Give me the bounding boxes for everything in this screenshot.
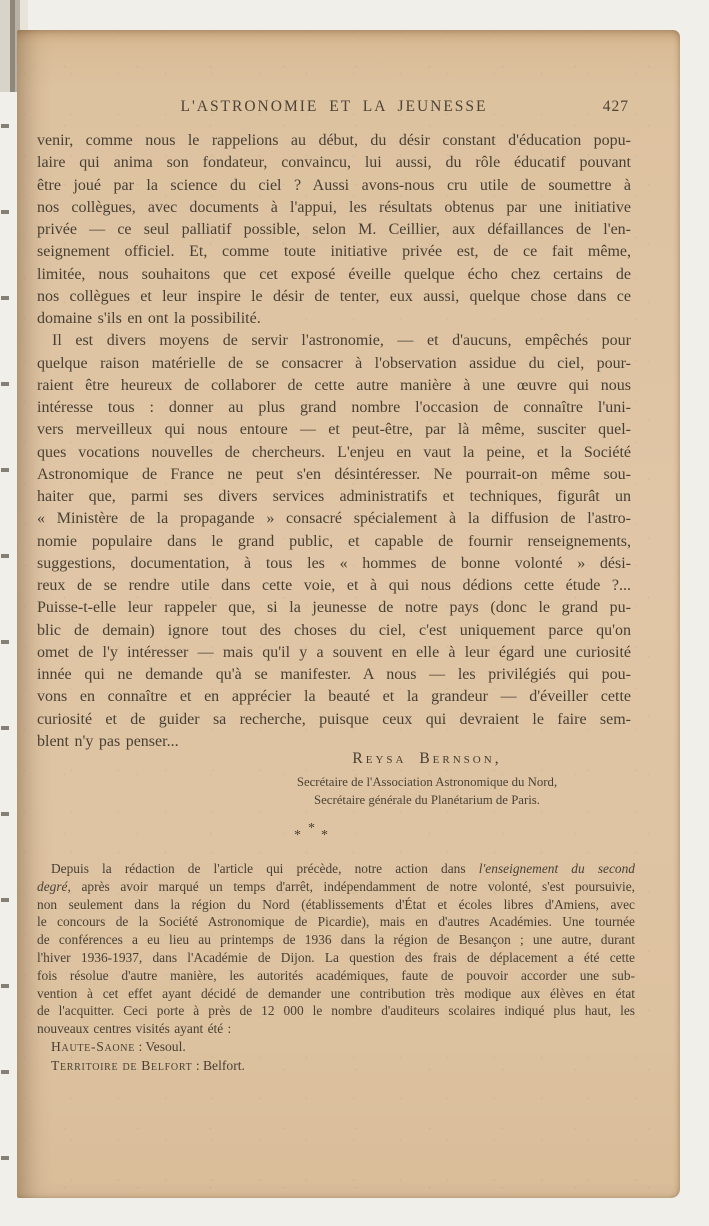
text-line: vons en connaître et en apprécier la beauté et la grandeur — d'éveiller cette [37,688,631,706]
text-line: être joué par la science du ciel ? Aussi avons-nous cru utile de soumettre à [37,176,631,194]
text-line: vention à cet effet ayant décidé de demander une contribution très modique aux élèves en état [37,985,635,1001]
text-line [37,878,635,896]
text-line: l'hiver 1936-1937, dans l'Académie de Dijon. La question des frais de déplacement a été cette [37,949,635,965]
signature-block [167,750,687,809]
text-line: non seulement dans la région du Nord (établissements d'État et écoles libres d'Amiens, avec [37,896,635,912]
text-line: suggestions, documentation, à tous les « hommes de bonne volonté » dési- [37,554,631,572]
paragraph-2 [37,330,631,731]
page-number: 427 [602,98,629,115]
text-line: vers merveilleux qui nous entoure — et peut-être, par là même, susciter quel- [37,421,631,439]
text-line: Il est divers moyens de servir l'astronomie, — et d'aucuns, empêchés pour [52,332,631,350]
list-item [51,1038,245,1057]
asterism-divider [279,821,345,845]
visited-centres-list [51,1038,245,1075]
asterisk-icon: * [308,821,315,836]
text-line: reux de se rendre utile dans cette voie, et à qui nous dédions cette étude ?... [37,577,631,594]
region-name: Territoire de Belfort [51,1057,193,1073]
signature-name: Reysa Bernson, [352,750,502,767]
text-line [37,860,635,878]
paragraph-1-last-line: domaine s'ils en ont la possibilité. [37,310,261,327]
article-body [37,130,631,753]
asterisk-icon: * [294,828,301,843]
text-line: privée — ce seul palliatif possible, selon M. Ceillier, aux défaillances de l'en- [37,221,631,238]
text-line: venir, comme nous le rappelions au début, du désir constant d'éducation popu- [37,132,631,149]
page-title: L'ASTRONOMIE ET LA JEUNESSE [180,98,488,115]
addendum-line2-regular: , après avoir marqué un temps d'arrêt, indépendamment de notre volonté, s'est poursuivie, [67,878,635,894]
text-line: curiosité et de guider sa recherche, puisque ceux qui devraient le faire sem- [37,710,631,728]
addendum-line1-italic: l'enseignement du second [478,861,635,876]
region-place: : Vesoul. [135,1039,186,1054]
signature-role-1: Secrétaire de l'Association Astronomique du Nord, [296,775,558,789]
paragraph-2-last-line: blent n'y pas penser... [37,732,179,750]
book-page [17,30,680,1198]
text-line: quelque raison matérielle de se consacrer à l'observation assidue du ciel, pour- [37,354,631,372]
paragraph-1 [37,130,631,308]
list-item [51,1057,245,1076]
text-line: seignement officiel. Et, comme toute initiative privée est, de ce fait même, [37,243,631,261]
text-line: blic de demain) ignore tout des choses du ciel, c'est uniquement parce qu'on [37,621,631,639]
region-name: Haute-Saone [51,1039,136,1054]
region-place: : Belfort. [192,1057,245,1073]
text-line: omet de l'y intéresser — mais qu'il y a souvent en elle à leur égard une curiosité [37,643,631,661]
text-line: ques vocations nouvelles de chercheurs. L'enjeu en vaut la peine, et la Société [37,443,631,461]
text-line: limitée, nous souhaitons que cet exposé éveille quelque écho chez certains de [37,265,631,283]
text-line: de conférences a eu lieu au printemps de 1936 dans la région de Besançon ; une autre, durant [37,932,635,948]
running-head [37,98,631,116]
text-line: nomie populaire dans le grand public, et capable de fournir renseignements, [37,532,631,550]
text-line: nos collègues, avec documents à l'appui, les résultats obtenus par une initiative [37,198,631,216]
signature-role-2: Secrétaire générale du Planétarium de Paris. [314,793,540,808]
text-line: raient être heureux de collaborer de cette autre manière à une œuvre qui nous [37,376,631,394]
text-line: Astronomique de France ne peut s'en désintéresser. Ne pourrait-on même sou- [37,465,631,483]
addendum-line1-regular: Depuis la rédaction de l'article qui précède, notre action dans [51,861,479,876]
text-line: intéresse tous : donner au plus grand nombre l'occasion de connaître l'uni- [37,399,631,416]
text-line: innée qui ne demande qu'à se manifester. A nous — les privilégiés qui pou- [37,666,631,683]
text-line: fois résolue d'autre manière, les autorités académiques, faute de pouvoir accorder une sub- [37,967,635,983]
addendum-paragraph [37,860,635,1038]
text-line: Puisse-t-elle leur rappeler que, si la jeunesse de notre pays (donc le grand pu- [37,599,631,617]
addendum-line2-italic: degré [37,878,68,894]
book-spine-edge [0,0,17,1226]
text-line: de l'acquitter. Ceci porte à près de 12 000 le nombre d'auditeurs scolaires indiqué plus haut, les [37,1003,635,1019]
text-line: haiter que, parmi ses divers services administratifs et techniques, figurât un [37,488,631,505]
addendum-last-line: nouveaux centres visités ayant été : [37,1021,232,1037]
text-line: « Ministère de la propagande » consacré spécialement à la diffusion de l'astro- [37,510,631,528]
text-line: le concours de la Société Astronomique de Picardie), mais en d'autres Académies. Une tournée [37,914,635,930]
text-line: nos collègues et leur inspire le désir de tenter, eux aussi, quelque chose dans ce [37,287,631,305]
text-line: laire qui anima son fondateur, convaincu, lui aussi, du rôle éducatif pouvant [37,154,631,172]
addendum-lines [37,896,635,1021]
asterisk-icon: * [321,828,328,843]
